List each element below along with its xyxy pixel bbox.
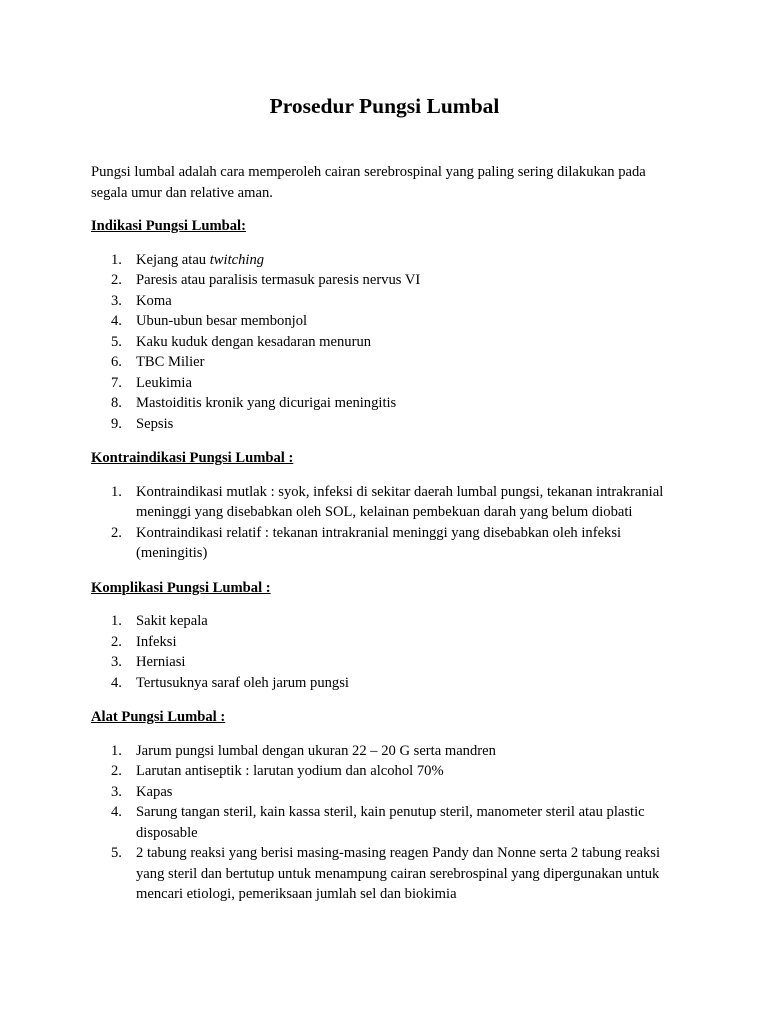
section-heading-indikasi: Indikasi Pungsi Lumbal: [91,218,246,234]
list-item [91,250,681,271]
list-item-number: 3. [111,783,122,800]
list-item-number: 7. [111,374,122,391]
section-heading-kontraindikasi: Kontraindikasi Pungsi Lumbal : [91,450,294,466]
list-item [91,632,681,653]
list-item-text: Kejang atau [136,251,210,268]
list-item [91,611,681,632]
list-item-number: 2. [111,524,122,541]
list-item-text: TBC Milier [136,354,205,370]
section-heading-komplikasi: Komplikasi Pungsi Lumbal : [91,579,271,596]
list-kontraindikasi [91,482,678,564]
list-item-text: Ubun-ubun besar membonjol [136,313,308,329]
list-item-text: Sakit kepala [136,613,208,629]
list-item [91,843,681,905]
list-item [91,352,681,373]
list-item-number: 3. [111,292,122,309]
list-item-number: 3. [111,654,122,670]
list-item-text: Mastoiditis kronik yang dicurigai meningitis [136,395,397,411]
list-item-text: Infeksi [136,633,177,650]
list-item-text: Kaku kuduk dengan kesadaran menurun [136,333,372,350]
list-komplikasi [91,611,678,693]
list-item-number: 4. [111,313,122,329]
list-item [91,373,681,394]
list-item-number: 4. [111,674,122,691]
list-item-text: Kontraindikasi relatif : tekanan intrakranial meninggi yang disebabkan oleh infeksi (meningitis) [136,524,622,561]
list-item-number: 5. [111,333,122,350]
list-item-text: 2 tabung reaksi yang berisi masing-masing reagen Pandy dan Nonne serta 2 tabung reaksi yang steril dan bertutup untuk menampung cairan serebrospinal yang dipergunakan untuk mencari etiologi, pemeriksaan jumlah sel dan biokimia [136,845,661,902]
list-item [91,393,681,414]
list-item [91,652,681,673]
list-item-number: 9. [111,415,122,432]
list-indikasi [91,250,678,435]
list-item [91,782,681,803]
list-item [91,802,681,843]
list-item-number: 1. [111,742,122,759]
list-item-text: Koma [136,292,172,309]
section-heading-alat: Alat Pungsi Lumbal : [91,709,226,725]
list-item-text: Kapas [136,783,173,800]
list-item-number: 8. [111,395,122,411]
list-item-italic-text: twitching [209,251,265,268]
list-item-text: Leukimia [136,374,192,391]
list-item-number: 4. [111,804,122,820]
list-item [91,414,681,435]
list-item [91,270,681,291]
list-item-number: 1. [111,613,122,629]
list-item-number: 2. [111,272,122,288]
list-item [91,523,681,564]
intro-paragraph: Pungsi lumbal adalah cara memperoleh cairan serebrospinal yang paling sering dilakukan pada segala umur dan relative aman. [91,164,646,201]
list-item-text: Paresis atau paralisis termasuk paresis nervus VI [136,272,421,288]
list-item [91,291,681,312]
list-item [91,741,681,762]
list-item-text: Jarum pungsi lumbal dengan ukuran 22 – 20 G serta mandren [136,742,496,759]
list-item-number: 1. [111,251,122,268]
list-item-text: Kontraindikasi mutlak : syok, infeksi di sekitar daerah lumbal pungsi, tekanan intrakranial meninggi yang disebabkan oleh SOL, kelainan pembekuan darah yang belum diobati [136,483,664,520]
list-item-text: Herniasi [136,654,186,670]
page-title: Prosedur Pungsi Lumbal [269,94,500,118]
list-item [91,311,681,332]
list-item-text: Sepsis [136,415,174,432]
list-alat [91,741,678,905]
list-item [91,482,681,523]
list-item-text: Larutan antiseptik : larutan yodium dan alcohol 70% [136,763,444,779]
list-item-text: Tertusuknya saraf oleh jarum pungsi [136,674,349,691]
list-item-text: Sarung tangan steril, kain kassa steril, kain penutup steril, manometer steril atau plastic disposable [136,804,645,841]
list-item-number: 6. [111,354,122,370]
list-item [91,761,681,782]
list-item [91,673,681,694]
list-item-number: 5. [111,845,122,861]
list-item [91,332,681,353]
list-item-number: 2. [111,633,122,650]
list-item-number: 1. [111,483,122,500]
list-item-number: 2. [111,763,122,779]
